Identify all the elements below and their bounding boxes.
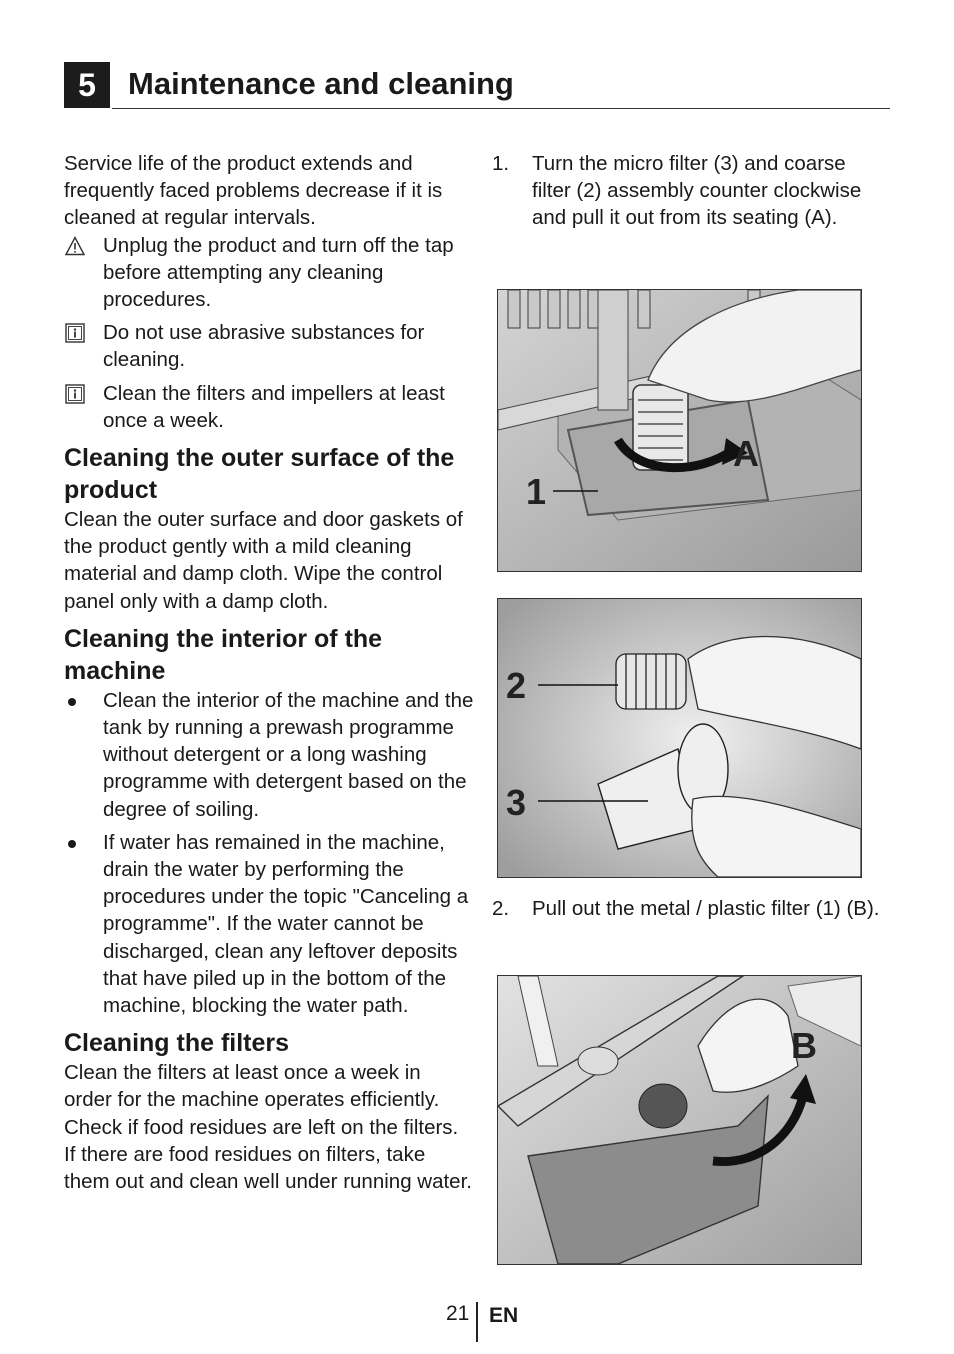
note-info [64, 319, 474, 373]
note-info [64, 380, 474, 434]
outer-surface-paragraph: Clean the outer surface and door gaskets of the product gently with a mild cleaning material and damp cloth. Wipe the control panel only with a damp cloth. [64, 508, 463, 613]
figure-filter-removal [497, 289, 862, 572]
figure-filter-separation [497, 598, 862, 878]
figure-label-b: B [791, 1025, 817, 1066]
micro-and-coarse-filter-illustration [498, 599, 861, 877]
list-item [64, 687, 474, 823]
bullet-dot-icon [68, 698, 76, 706]
chapter-title: Maintenance and cleaning [128, 66, 514, 101]
step-2 [492, 895, 882, 922]
figure-label-3: 3 [506, 782, 527, 823]
footer-divider [476, 1302, 478, 1342]
info-icon [65, 323, 85, 343]
left-column [64, 150, 474, 1195]
note-text: Do not use abrasive substances for cleaning. [103, 321, 425, 372]
language-code: EN [489, 1304, 519, 1327]
intro-paragraph: Service life of the product extends and frequently faced problems decrease if it is cleaned at regular intervals. [64, 152, 443, 230]
figure-label-1: 1 [526, 471, 547, 512]
info-icon [65, 384, 85, 404]
filter-assembly-illustration [498, 290, 861, 571]
note-warning [64, 232, 474, 314]
step-number: 1. [492, 152, 510, 175]
list-item [64, 829, 474, 1019]
warning-triangle-icon [65, 236, 85, 256]
step-1 [492, 150, 882, 232]
step-text: Pull out the metal / plastic filter (1) (B). [532, 897, 880, 920]
page-number: 21 [446, 1302, 470, 1325]
list-item-text: Clean the interior of the machine and the tank by running a prewash programme without detergent or a long washing programme with detergent based on the degree of soiling. [103, 688, 474, 821]
figure-metal-filter-removal [497, 975, 862, 1265]
note-text: Unplug the product and turn off the tap before attempting any cleaning procedures. [103, 233, 454, 312]
metal-plastic-filter-illustration [498, 976, 861, 1264]
step-text: Turn the micro filter (3) and coarse filter (2) assembly counter clockwise and pull it out from its seating (A). [532, 152, 862, 230]
section-heading-interior: Cleaning the interior of the machine [64, 624, 383, 685]
figure-label-a: A [733, 433, 759, 474]
section-heading-filters: Cleaning the filters [64, 1029, 290, 1058]
section-heading-outer-surface: Cleaning the outer surface of the product [64, 444, 455, 505]
note-text: Clean the filters and impellers at least once a week. [103, 381, 445, 432]
filters-paragraph: Clean the filters at least once a week in order for the machine operates efficiently. Check if food residues are left on the filters. If there are food residues on filters, take them out and clean well under running water. [64, 1061, 472, 1194]
bullet-dot-icon [68, 840, 76, 848]
chapter-number-badge: 5 [64, 62, 110, 108]
figure-label-2: 2 [506, 665, 527, 706]
list-item-text: If water has remained in the machine, drain the water by performing the procedures under the topic "Canceling a programme". If the water cannot be discharged, clean any leftover deposits that have piled up in the bottom of the machine, blocking the water path. [103, 830, 469, 1018]
title-divider [112, 108, 890, 109]
step-number: 2. [492, 897, 510, 920]
